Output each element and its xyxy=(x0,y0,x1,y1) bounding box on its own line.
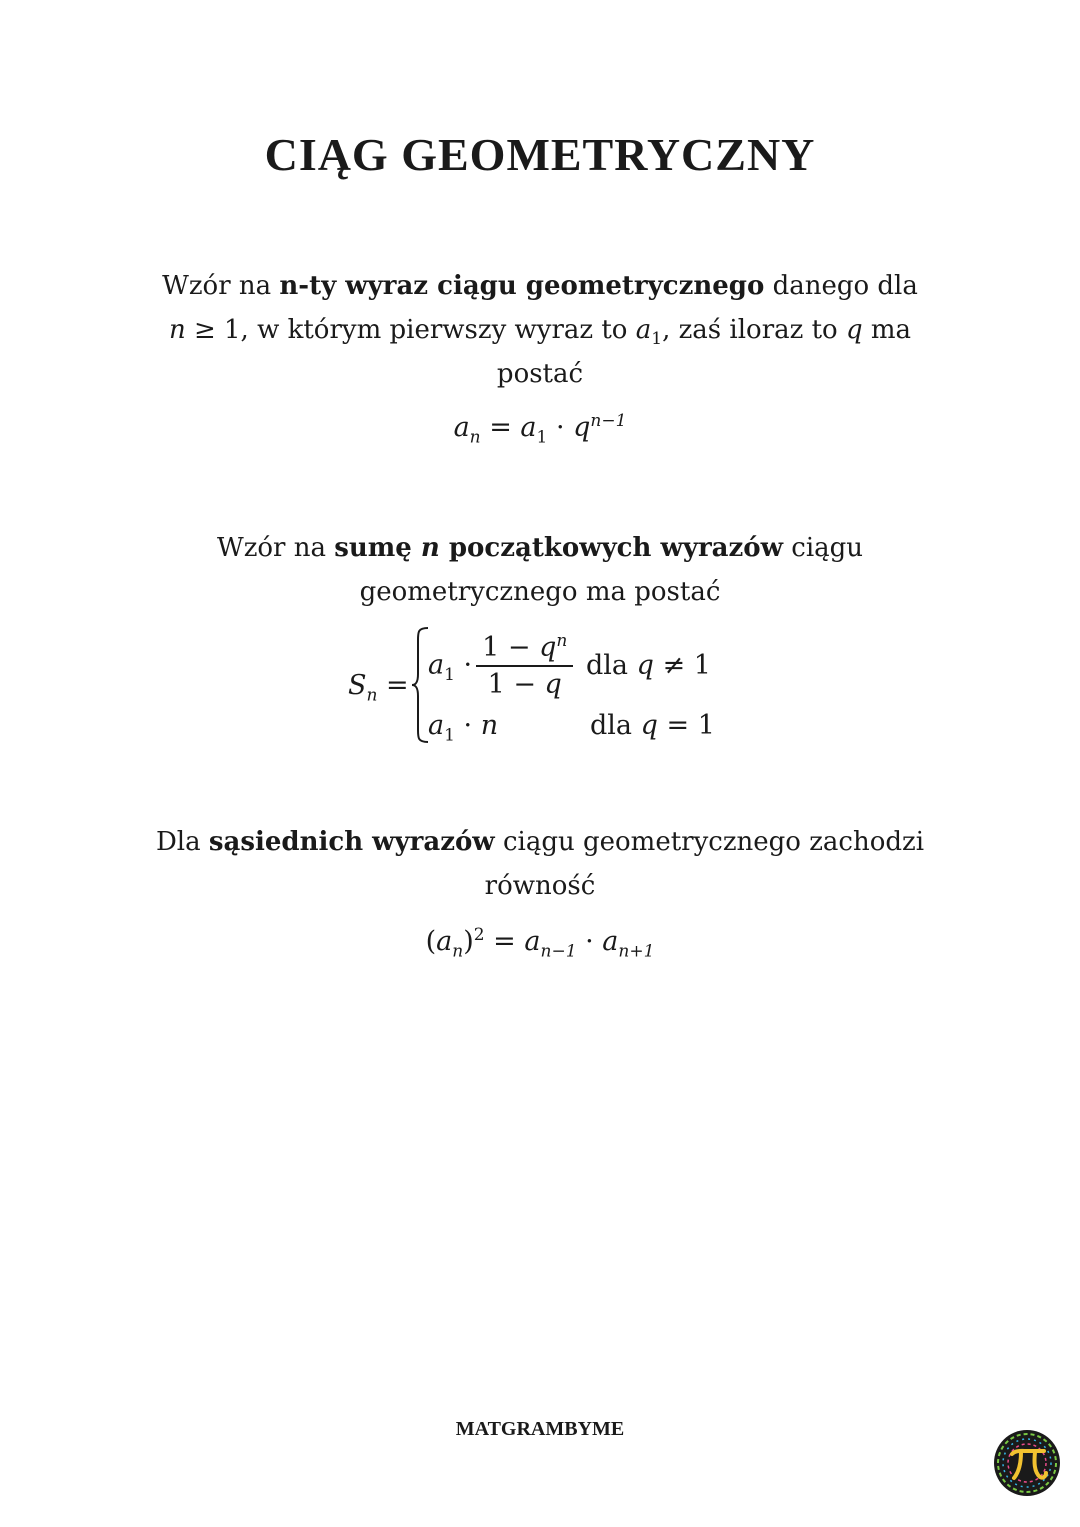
curly-brace-icon xyxy=(410,626,430,744)
nth-term-formula: $a_n = a_1 \cdot q^{n-1}$ xyxy=(453,411,627,448)
page-title: CIĄG GEOMETRYCZNY xyxy=(264,129,816,180)
sum-case-2-condition: dla q = 1 xyxy=(590,710,715,741)
fraction: $\frac{1 - q^n}{1 - q}$ xyxy=(476,632,573,700)
footer-brand: MATGRAMBYME xyxy=(455,1418,625,1440)
neighbor-terms-formula: $(a_n)^2 = a_{n-1} \cdot a_{n+1}$ xyxy=(425,925,655,962)
sum-lhs: $S_n$ = xyxy=(348,670,409,706)
sum-case-2: $a_1 \cdot n$ xyxy=(428,710,499,746)
pi-logo-icon xyxy=(992,1428,1062,1498)
sum-formula xyxy=(340,626,740,746)
section1-text: Wzór na n-ty wyraz ciągu geometrycznego danego dla n ≥ 1, w którym pierwszy wyraz to $a_1$, zaś iloraz to q ma postać xyxy=(162,271,918,389)
sum-case-1: $a_1$ · $\frac{1 - q^n}{1 - q}$ xyxy=(428,632,577,700)
section2-text: Wzór na sumę n początkowych wyrazów ciągu geometrycznego ma postać xyxy=(216,533,864,607)
sum-case-1-condition: dla q ≠ 1 xyxy=(586,650,711,681)
section3-text: Dla sąsiednich wyrazów ciągu geometrycznego zachodzi równość xyxy=(155,827,925,901)
